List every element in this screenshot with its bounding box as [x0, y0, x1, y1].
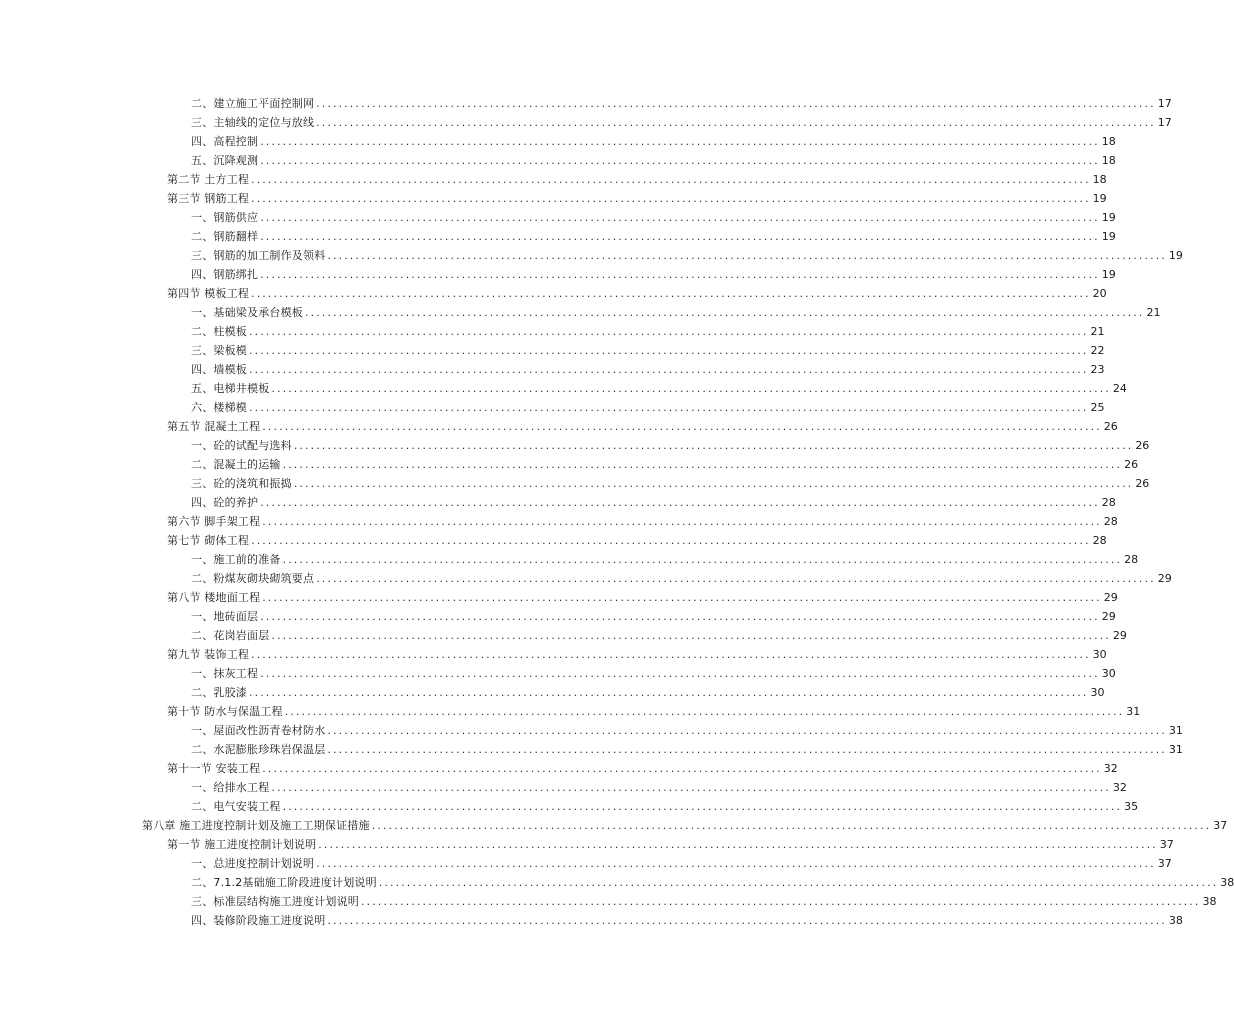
toc-entry-title: 三、标准层结构施工进度计划说明: [191, 895, 359, 908]
toc-leader-dots: ......................................................................................................................................................: [316, 857, 1156, 870]
toc-leader-dots: ......................................................................................................................................................: [271, 629, 1111, 642]
toc-entry-title: 第九节 装饰工程: [167, 648, 250, 661]
toc-entry[interactable]: [167, 415, 1118, 434]
toc-entry-page: 30: [1090, 686, 1105, 699]
toc-entry[interactable]: [167, 282, 1107, 301]
toc-entry-page: 28: [1124, 553, 1139, 566]
toc-entry[interactable]: [191, 909, 1183, 928]
toc-leader-dots: ......................................................................................................................................................: [262, 762, 1102, 775]
toc-entry-page: 17: [1157, 116, 1172, 129]
toc-entry-title: 四、钢筋绑扎: [191, 268, 259, 281]
toc-entry-page: 29: [1103, 591, 1118, 604]
toc-entry-page: 29: [1101, 610, 1116, 623]
toc-leader-dots: ......................................................................................................................................................: [327, 249, 1167, 262]
toc-entry-title: 第八节 楼地面工程: [167, 591, 261, 604]
toc-leader-dots: ......................................................................................................................................................: [260, 135, 1100, 148]
toc-entry[interactable]: [191, 244, 1183, 263]
toc-leader-dots: ......................................................................................................................................................: [271, 781, 1111, 794]
toc-entry-title: 第三节 钢筋工程: [167, 192, 250, 205]
toc-entry[interactable]: [191, 301, 1161, 320]
toc-entry-page: 35: [1124, 800, 1139, 813]
toc-entry-page: 38: [1168, 914, 1183, 927]
toc-entry-page: 18: [1092, 173, 1107, 186]
toc-entry[interactable]: [191, 92, 1172, 111]
toc-entry[interactable]: [167, 529, 1107, 548]
toc-entry[interactable]: [167, 168, 1107, 187]
toc-entry-page: 37: [1159, 838, 1174, 851]
toc-leader-dots: ......................................................................................................................................................: [284, 705, 1125, 718]
toc-entry-page: 37: [1157, 857, 1172, 870]
toc-leader-dots: ......................................................................................................................................................: [260, 610, 1100, 623]
toc-entry-title: 六、楼梯模: [191, 401, 247, 414]
toc-entry[interactable]: [191, 434, 1150, 453]
toc-entry-title: 四、高程控制: [191, 135, 259, 148]
toc-entry-title: 第四节 模板工程: [167, 287, 250, 300]
toc-entry-page: 23: [1090, 363, 1105, 376]
toc-entry-page: 18: [1101, 154, 1116, 167]
toc-entry-title: 五、沉降观测: [191, 154, 259, 167]
toc-entry[interactable]: [167, 757, 1118, 776]
toc-entry[interactable]: [191, 795, 1139, 814]
toc-entry[interactable]: [191, 320, 1105, 339]
toc-entry-title: 二、电气安装工程: [191, 800, 281, 813]
toc-entry-title: 一、抹灰工程: [191, 667, 259, 680]
toc-entry-page: 31: [1168, 743, 1183, 756]
toc-entry-title: 二、建立施工平面控制网: [191, 97, 315, 110]
toc-entry-page: 19: [1101, 211, 1116, 224]
toc-entry-title: 第十一节 安装工程: [167, 762, 261, 775]
toc-entry-page: 22: [1090, 344, 1105, 357]
toc-leader-dots: ......................................................................................................................................................: [249, 363, 1089, 376]
toc-leader-dots: ......................................................................................................................................................: [251, 192, 1091, 205]
toc-entry-page: 31: [1126, 705, 1141, 718]
toc-entry-title: 一、地砖面层: [191, 610, 259, 623]
toc-entry[interactable]: [191, 225, 1116, 244]
toc-entry-page: 24: [1112, 382, 1127, 395]
toc-entry[interactable]: [191, 662, 1116, 681]
toc-entry-page: 32: [1103, 762, 1118, 775]
toc-entry-title: 二、7.1.2基础施工阶段进度计划说明: [191, 876, 377, 889]
toc-entry-title: 第一节 施工进度控制计划说明: [167, 838, 317, 851]
toc-leader-dots: ......................................................................................................................................................: [316, 97, 1156, 110]
toc-leader-dots: ......................................................................................................................................................: [260, 496, 1100, 509]
toc-entry-title: 第十节 防水与保温工程: [167, 705, 283, 718]
toc-entry-page: 26: [1135, 439, 1150, 452]
toc-entry-page: 29: [1157, 572, 1172, 585]
toc-entry[interactable]: [191, 738, 1183, 757]
toc-entry[interactable]: [191, 206, 1116, 225]
toc-entry-title: 二、柱模板: [191, 325, 247, 338]
toc-entry[interactable]: [191, 111, 1172, 130]
toc-entry-page: 29: [1112, 629, 1127, 642]
toc-entry-title: 二、混凝土的运输: [191, 458, 281, 471]
toc-entry-page: 19: [1092, 192, 1107, 205]
toc-entry-title: 三、主轴线的定位与放线: [191, 116, 315, 129]
toc-entry-title: 五、电梯井模板: [191, 382, 270, 395]
toc-leader-dots: ......................................................................................................................................................: [249, 401, 1089, 414]
toc-leader-dots: ......................................................................................................................................................: [327, 724, 1167, 737]
toc-entry-page: 19: [1101, 268, 1116, 281]
toc-leader-dots: ......................................................................................................................................................: [282, 458, 1123, 471]
toc-entry[interactable]: [191, 149, 1116, 168]
toc-entry-page: 38: [1220, 876, 1234, 889]
toc-entry[interactable]: [167, 643, 1107, 662]
toc-entry[interactable]: [191, 491, 1116, 510]
toc-entry[interactable]: [191, 263, 1116, 282]
toc-entry-title: 第七节 砌体工程: [167, 534, 250, 547]
toc-leader-dots: ......................................................................................................................................................: [293, 477, 1134, 490]
toc-leader-dots: ......................................................................................................................................................: [249, 686, 1089, 699]
toc-entry-title: 三、梁板模: [191, 344, 247, 357]
toc-leader-dots: ......................................................................................................................................................: [251, 648, 1091, 661]
toc-leader-dots: ......................................................................................................................................................: [262, 591, 1102, 604]
toc-leader-dots: ......................................................................................................................................................: [249, 344, 1089, 357]
toc-leader-dots: ......................................................................................................................................................: [327, 743, 1167, 756]
toc-leader-dots: ......................................................................................................................................................: [262, 515, 1102, 528]
toc-entry[interactable]: [191, 377, 1127, 396]
toc-entry-title: 二、钢筋翻样: [191, 230, 259, 243]
toc-entry-page: 25: [1090, 401, 1105, 414]
toc-entry[interactable]: [191, 890, 1217, 909]
toc-entry-page: 26: [1124, 458, 1139, 471]
toc-entry-page: 37: [1213, 819, 1228, 832]
toc-entry-title: 第五节 混凝土工程: [167, 420, 261, 433]
toc-leader-dots: ......................................................................................................................................................: [251, 534, 1091, 547]
toc-entry[interactable]: [191, 548, 1139, 567]
toc-entry-page: 30: [1092, 648, 1107, 661]
toc-entry[interactable]: [191, 130, 1116, 149]
toc-leader-dots: ......................................................................................................................................................: [251, 287, 1091, 300]
toc-entry-title: 四、砼的养护: [191, 496, 259, 509]
toc-entry-page: 17: [1157, 97, 1172, 110]
toc-entry-title: 四、装修阶段施工进度说明: [191, 914, 326, 927]
toc-entry-title: 第二节 土方工程: [167, 173, 250, 186]
toc-leader-dots: ......................................................................................................................................................: [260, 154, 1100, 167]
toc-entry[interactable]: [191, 567, 1172, 586]
toc-entry[interactable]: [191, 358, 1105, 377]
toc-leader-dots: ......................................................................................................................................................: [282, 553, 1123, 566]
toc-entry[interactable]: [191, 776, 1127, 795]
toc-entry[interactable]: [167, 187, 1107, 206]
toc-leader-dots: ......................................................................................................................................................: [260, 667, 1100, 680]
toc-entry[interactable]: [167, 700, 1141, 719]
toc-entry-page: 28: [1092, 534, 1107, 547]
toc-entry-title: 一、给排水工程: [191, 781, 270, 794]
toc-entry-page: 31: [1168, 724, 1183, 737]
toc-entry-title: 三、钢筋的加工制作及领料: [191, 249, 326, 262]
toc-entry[interactable]: [191, 624, 1127, 643]
toc-entry[interactable]: [167, 833, 1174, 852]
toc-entry-title: 二、乳胶漆: [191, 686, 247, 699]
toc-leader-dots: ......................................................................................................................................................: [262, 420, 1102, 433]
toc-leader-dots: ......................................................................................................................................................: [361, 895, 1201, 908]
toc-leader-dots: ......................................................................................................................................................: [260, 211, 1100, 224]
toc-leader-dots: ......................................................................................................................................................: [378, 876, 1219, 889]
toc-entry[interactable]: [142, 814, 1228, 833]
toc-entry-title: 一、基础梁及承台模板: [191, 306, 303, 319]
toc-entry[interactable]: [167, 510, 1118, 529]
toc-entry-title: 一、屋面改性沥青卷材防水: [191, 724, 326, 737]
toc-entry[interactable]: [191, 396, 1105, 415]
toc-leader-dots: ......................................................................................................................................................: [316, 572, 1156, 585]
toc-entry-page: 30: [1101, 667, 1116, 680]
toc-leader-dots: ......................................................................................................................................................: [249, 325, 1089, 338]
toc-entry-page: 18: [1101, 135, 1116, 148]
toc-entry[interactable]: [167, 586, 1118, 605]
toc-leader-dots: ......................................................................................................................................................: [282, 800, 1123, 813]
toc-entry-page: 26: [1135, 477, 1150, 490]
toc-entry-title: 四、墙模板: [191, 363, 247, 376]
toc-entry-title: 一、砼的试配与选料: [191, 439, 292, 452]
toc-leader-dots: ......................................................................................................................................................: [316, 116, 1156, 129]
toc-entry-title: 二、水泥膨胀珍珠岩保温层: [191, 743, 326, 756]
toc-leader-dots: ......................................................................................................................................................: [371, 819, 1212, 832]
toc-entry-title: 一、钢筋供应: [191, 211, 259, 224]
toc-entry-page: 28: [1103, 515, 1118, 528]
toc-entry[interactable]: [191, 453, 1139, 472]
toc-leader-dots: ......................................................................................................................................................: [305, 306, 1145, 319]
toc-entry-page: 19: [1101, 230, 1116, 243]
toc-entry-title: 一、施工前的准备: [191, 553, 281, 566]
toc-leader-dots: ......................................................................................................................................................: [251, 173, 1091, 186]
toc-leader-dots: ......................................................................................................................................................: [327, 914, 1167, 927]
toc-entry[interactable]: [191, 681, 1105, 700]
toc-entry-page: 26: [1103, 420, 1118, 433]
toc-entry-title: 第八章 施工进度控制计划及施工工期保证措施: [142, 819, 370, 832]
toc-entry-title: 二、花岗岩面层: [191, 629, 270, 642]
toc-entry-page: 38: [1202, 895, 1217, 908]
toc-entry[interactable]: [191, 852, 1172, 871]
toc-entry-page: 21: [1090, 325, 1105, 338]
toc-leader-dots: ......................................................................................................................................................: [271, 382, 1111, 395]
toc-entry[interactable]: [191, 871, 1234, 890]
toc-entry-page: 32: [1112, 781, 1127, 794]
toc-leader-dots: ......................................................................................................................................................: [293, 439, 1134, 452]
toc-entry[interactable]: [191, 605, 1116, 624]
toc-leader-dots: ......................................................................................................................................................: [260, 268, 1100, 281]
toc-entry-title: 第六节 脚手架工程: [167, 515, 261, 528]
toc-entry-title: 二、粉煤灰砌块砌筑要点: [191, 572, 315, 585]
toc-leader-dots: ......................................................................................................................................................: [318, 838, 1158, 851]
toc-entry-title: 一、总进度控制计划说明: [191, 857, 315, 870]
toc-entry-title: 三、砼的浇筑和振捣: [191, 477, 292, 490]
toc-entry-page: 19: [1168, 249, 1183, 262]
toc-entry-page: 20: [1092, 287, 1107, 300]
toc-entry-page: 28: [1101, 496, 1116, 509]
toc-entry-page: 21: [1146, 306, 1161, 319]
toc-entry[interactable]: [191, 472, 1150, 491]
toc-entry[interactable]: [191, 339, 1105, 358]
toc-leader-dots: ......................................................................................................................................................: [260, 230, 1100, 243]
toc-entry[interactable]: [191, 719, 1183, 738]
